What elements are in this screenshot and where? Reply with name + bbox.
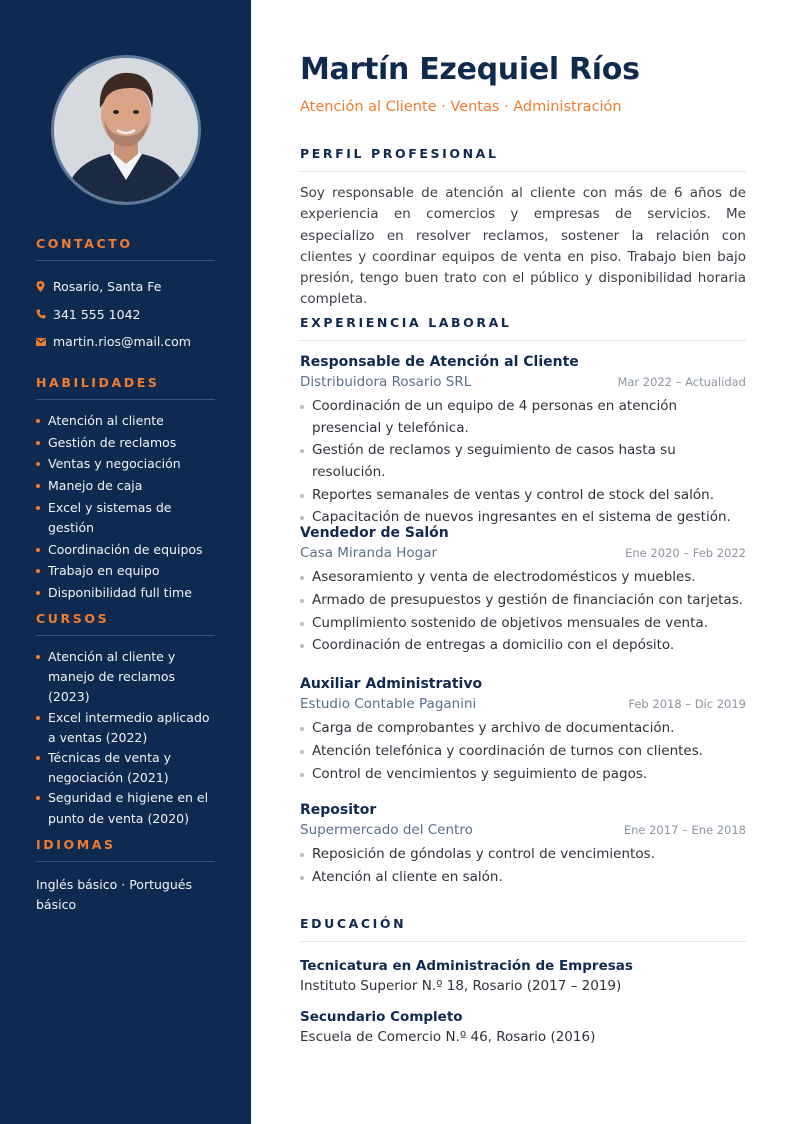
job-bullets (300, 396, 746, 529)
job-title: Vendedor de Salón (300, 525, 449, 541)
contact-heading: CONTACTO (36, 236, 215, 261)
languages-heading: IDIOMAS (36, 837, 215, 862)
languages-section (36, 837, 215, 915)
job-bullets (300, 844, 746, 888)
job-title: Auxiliar Administrativo (300, 676, 483, 692)
job-entry (300, 674, 746, 786)
experience-heading: EXPERIENCIA LABORAL (300, 315, 746, 341)
skills-heading: HABILIDADES (36, 375, 215, 400)
job-bullet: Coordinación de entregas a domicilio con el depósito. (300, 635, 746, 657)
job-bullets (300, 718, 746, 785)
education-entry (300, 1007, 746, 1048)
contact-location (36, 273, 215, 301)
job-title: Repositor (300, 802, 377, 818)
contact-email[interactable] (36, 328, 215, 356)
job-dates: Feb 2018 – Dic 2019 (628, 697, 746, 711)
contact-list (36, 273, 215, 356)
course-item: Excel intermedio aplicado a ventas (2022) (36, 708, 215, 748)
education-institution: Instituto Superior N.º 18, Rosario (2017 – 2019) (300, 978, 622, 994)
education-title: Tecnicatura en Administración de Empresas (300, 958, 633, 974)
job-entry (300, 523, 746, 658)
skill-item: Manejo de caja (36, 476, 215, 496)
job-company: Estudio Contable Paganini (300, 696, 477, 712)
job-title: Responsable de Atención al Cliente (300, 354, 579, 370)
job-dates: Mar 2022 – Actualidad (617, 375, 746, 389)
education-heading: EDUCACIÓN (300, 916, 746, 942)
job-bullet: Carga de comprobantes y archivo de documentación. (300, 718, 746, 740)
profile-photo (51, 55, 201, 205)
education-institution: Escuela de Comercio N.º 46, Rosario (2016) (300, 1029, 596, 1045)
job-bullet: Capacitación de nuevos ingresantes en el sistema de gestión. (300, 507, 746, 529)
job-entry (300, 800, 746, 890)
job-company: Distribuidora Rosario SRL (300, 374, 472, 390)
profile-text: Soy responsable de atención al cliente con más de 6 años de experiencia en comercios y empresas de servicios. Me especializo en resolver reclamos, sostener la relación con clientes y coordinar equipos de venta en piso. Trabajo bien bajo presión, tengo buen trato con el público y disponibilidad horaria completa. (300, 185, 746, 308)
job-dates: Ene 2017 – Ene 2018 (623, 823, 746, 837)
profile-heading: PERFIL PROFESIONAL (300, 146, 746, 172)
contact-email-text: martin.rios@mail.com (53, 334, 191, 350)
courses-heading: CURSOS (36, 611, 215, 636)
job-bullets (300, 567, 746, 657)
portrait-image (54, 58, 198, 202)
mail-icon (36, 338, 53, 346)
contact-location-text: Rosario, Santa Fe (53, 279, 162, 295)
job-company: Casa Miranda Hogar (300, 545, 438, 561)
job-bullet: Cumplimiento sostenido de objetivos mensuales de venta. (300, 613, 746, 635)
education-title: Secundario Completo (300, 1009, 463, 1025)
skill-item: Trabajo en equipo (36, 561, 215, 581)
job-bullet: Reposición de góndolas y control de vencimientos. (300, 844, 746, 866)
skill-item: Ventas y negociación (36, 454, 215, 474)
candidate-name: Martín Ezequiel Ríos (300, 52, 640, 87)
job-bullet: Reportes semanales de ventas y control de stock del salón. (300, 485, 746, 507)
course-item: Técnicas de venta y negociación (2021) (36, 748, 215, 788)
job-company: Supermercado del Centro (300, 822, 473, 838)
skill-item: Excel y sistemas de gestión (36, 498, 215, 539)
job-bullet: Coordinación de un equipo de 4 personas en atención presencial y telefónica. (300, 396, 746, 439)
course-item: Atención al cliente y manejo de reclamos (2023) (36, 647, 215, 708)
languages-text: Inglés básico · Portugués básico (36, 877, 192, 912)
phone-icon (36, 309, 53, 319)
courses-section (36, 611, 215, 829)
skill-item: Atención al cliente (36, 411, 215, 431)
contact-phone-text: 341 555 1042 (53, 306, 141, 322)
location-pin-icon (36, 281, 53, 292)
skills-section (36, 375, 215, 605)
job-bullet: Atención al cliente en salón. (300, 867, 746, 889)
courses-list (36, 647, 215, 829)
job-bullet: Asesoramiento y venta de electrodomésticos y muebles. (300, 567, 746, 589)
contact-section (36, 236, 215, 356)
course-item: Seguridad e higiene en el punto de venta (2020) (36, 788, 215, 828)
job-bullet: Atención telefónica y coordinación de turnos con clientes. (300, 741, 746, 763)
job-bullet: Control de vencimientos y seguimiento de pagos. (300, 764, 746, 786)
contact-phone[interactable] (36, 301, 215, 329)
skill-item: Gestión de reclamos (36, 433, 215, 453)
education-entry (300, 956, 746, 997)
skill-item: Coordinación de equipos (36, 540, 215, 560)
job-dates: Ene 2020 – Feb 2022 (625, 546, 746, 560)
skills-list (36, 411, 215, 603)
candidate-tagline: Atención al Cliente · Ventas · Administración (300, 99, 622, 115)
job-bullet: Armado de presupuestos y gestión de financiación con tarjetas. (300, 590, 746, 612)
skill-item: Disponibilidad full time (36, 583, 215, 603)
job-bullet: Gestión de reclamos y seguimiento de casos hasta su resolución. (300, 440, 746, 483)
job-entry (300, 352, 746, 530)
